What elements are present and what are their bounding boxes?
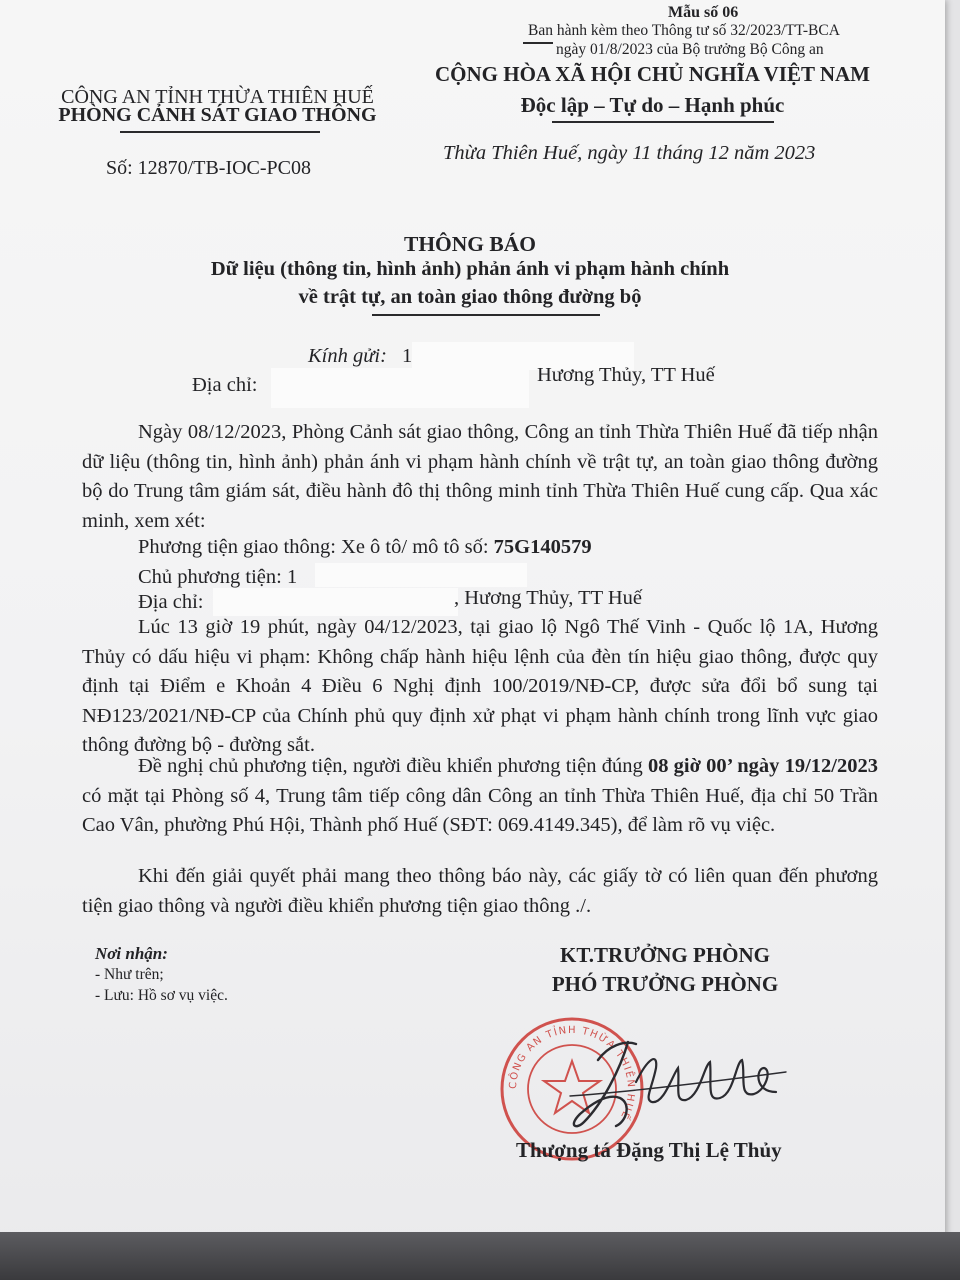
recipient-value: 1 [402, 345, 413, 367]
agency-parent: CÔNG AN TỈNH THỪA THIÊN HUẾ [61, 86, 374, 108]
redacted-owner [315, 563, 527, 587]
signature [540, 1022, 790, 1142]
owner-value: 1 [286, 566, 298, 588]
form-number: Mẫu số 06 [668, 4, 739, 21]
redacted-recipient-address [271, 368, 529, 408]
signer-name: Thượng tá Đặng Thị Lệ Thủy [516, 1138, 782, 1162]
document-number: Số: 12870/TB-IOC-PC08 [106, 157, 312, 179]
body-paragraph-1: Ngày 08/12/2023, Phòng Cảnh sát giao thông, Công an tỉnh Thừa Thiên Huế đã tiếp nhận dữ liệu (thông tin, hình ảnh) phản ánh vi phạm hành chính về trật tự, an toàn giao thông đường bộ do Trung tâm giám sát, điều hành đô thị thông minh tỉnh Thừa Thiên Huế cung cấp. Qua xác minh, xem xét: [82, 421, 878, 532]
recipient-item-2: - Lưu: Hồ sơ vụ việc. [95, 987, 228, 1004]
title-underline [372, 314, 600, 316]
nation-motto: Độc lập – Tự do – Hạnh phúc [520, 93, 785, 117]
table-surface [0, 1232, 960, 1280]
body-paragraph-3 [82, 752, 878, 841]
nation-name: CỘNG HÒA XÃ HỘI CHỦ NGHĨA VIỆT NAM [434, 62, 871, 86]
owner-label: Chủ phương tiện: [138, 566, 287, 588]
motto-underline [552, 121, 774, 123]
notice-title: THÔNG BÁO [403, 232, 536, 256]
recipients-label: Nơi nhận: [95, 944, 168, 963]
agency-underline [120, 131, 320, 133]
sign-title-2: PHÓ TRƯỞNG PHÒNG [551, 972, 779, 996]
owner-address-label: Địa chỉ: [138, 591, 204, 613]
recipient-address-value: Hương Thủy, TT Huế [537, 364, 715, 386]
form-divider [523, 42, 553, 44]
owner-line [138, 566, 297, 589]
sign-title-1: KT.TRƯỞNG PHÒNG [560, 943, 770, 967]
seal-ring-text: CÔNG AN TỈNH THỪA THIÊN HUẾ [507, 1024, 637, 1122]
notice-subtitle-1: Dữ liệu (thông tin, hình ảnh) phản ánh vi phạm hành chính [210, 258, 730, 280]
notice-subtitle-2: về trật tự, an toàn giao thông đường bộ [298, 286, 642, 308]
vehicle-label: Phương tiện giao thông: Xe ô tô/ mô tô số: [138, 536, 494, 558]
vehicle-plate: 75G140579 [493, 536, 592, 558]
body-paragraph-2: Lúc 13 giờ 19 phút, ngày 04/12/2023, tại giao lộ Ngô Thế Vinh - Quốc lộ 1A, Hương Thủy có dấu hiệu vi phạm: Không chấp hành hiệu lệnh của đèn tín hiệu giao thông, được quy định tại Điểm e Khoản 4 Điều 6 Nghị định 100/2019/NĐ-CP, được sửa đổi bổ sung tại NĐ123/2021/NĐ-CP của Chính phủ quy định xử phạt vi phạm hành chính trong lĩnh vực giao thông đường bộ - đường sắt. [82, 616, 878, 756]
recipient-item-1: - Như trên; [95, 966, 164, 983]
request-text-b: có mặt tại Phòng số 4, Trung tâm tiếp công dân Công an tỉnh Thừa Thiên Huế, địa chỉ 50 Trần Cao Vân, phường Phú Hội, Thành phố Huế (SĐT: 069.4149.345), để làm rõ vụ việc. [82, 784, 878, 836]
redacted-owner-address [213, 588, 458, 616]
place-date: Thừa Thiên Huế, ngày 11 tháng 12 năm 2023 [443, 142, 816, 164]
agency-unit: PHÒNG CẢNH SÁT GIAO THÔNG [58, 104, 377, 126]
owner-address-value: , Hương Thủy, TT Huế [454, 587, 643, 609]
form-issued-line2: ngày 01/8/2023 của Bộ trưởng Bộ Công an [556, 41, 824, 58]
recipient-label: Kính gửi: [308, 345, 387, 367]
form-issued-line1: Ban hành kèm theo Thông tư số 32/2023/TT-BCA [528, 22, 840, 39]
body-paragraph-4: Khi đến giải quyết phải mang theo thông báo này, các giấy tờ có liên quan đến phương tiện giao thông và người điều khiển phương tiện giao thông ./. [82, 865, 878, 917]
request-text-a: Đề nghị chủ phương tiện, người điều khiển phương tiện đúng [138, 755, 648, 777]
recipient-address-label: Địa chỉ: [192, 374, 258, 396]
vehicle-line [138, 536, 592, 559]
appointment-time: 08 giờ 00’ ngày 19/12/2023 [647, 755, 878, 777]
